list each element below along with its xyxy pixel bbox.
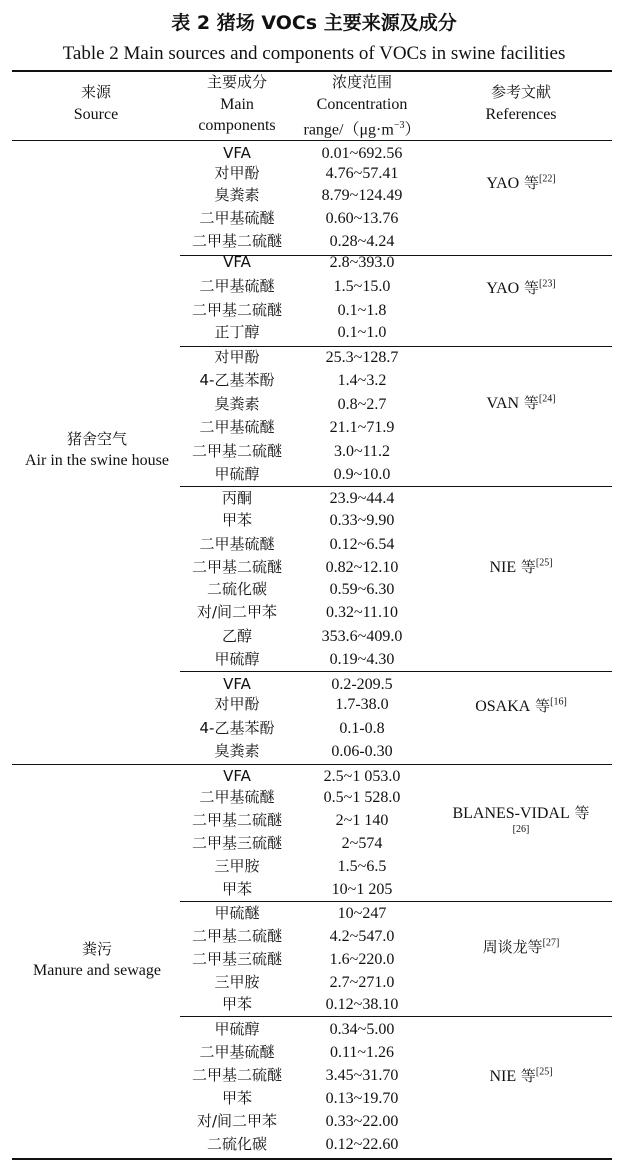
- concentration-cell: 1.4~3.2: [337, 372, 387, 389]
- component-cell: 二硫化碳: [206, 1135, 267, 1153]
- source-air-cn: 猪舍空气: [66, 430, 127, 448]
- concentration-cell: 2~1 140: [335, 812, 389, 829]
- reference-cell: [430, 278, 612, 299]
- reference-number: [22]: [539, 173, 556, 185]
- component-cell: 二甲基二硫醚: [191, 301, 282, 319]
- component-cell: 对甲酚: [214, 348, 260, 366]
- concentration-cell: 0.28~4.24: [329, 233, 395, 250]
- component-cell: 甲苯: [221, 1089, 252, 1107]
- component-cell: 二甲基二硫醚: [191, 811, 282, 829]
- reference-cell: [430, 803, 612, 836]
- reference-author: VAN: [486, 395, 520, 412]
- header-conc-close: ）: [404, 121, 421, 139]
- concentration-cell: 2.8~393.0: [329, 254, 395, 271]
- component-cell: 对/间二甲苯: [196, 603, 278, 621]
- source-manure-cn: 粪污: [81, 940, 112, 958]
- header-ref-cn: 参考文献: [490, 83, 551, 101]
- concentration-cell: 10~247: [337, 905, 387, 922]
- header-references: [430, 82, 612, 125]
- concentration-cell: 0.60~13.76: [325, 210, 399, 227]
- component-cell: 二甲基硫醚: [199, 1043, 275, 1061]
- component-cell: VFA: [223, 767, 251, 785]
- concentration-cell: 2~574: [341, 835, 383, 852]
- concentration-cell: 1.5~15.0: [333, 278, 391, 295]
- concentration-cell: 0.12~38.10: [325, 996, 399, 1013]
- header-components-cn: 主要成分: [206, 73, 267, 91]
- component-cell: 4-乙基苯酚: [199, 719, 275, 737]
- source-air: [12, 428, 182, 472]
- source-manure-en: Manure and sewage: [33, 962, 161, 979]
- reference-cell: [430, 937, 612, 958]
- concentration-cell: 0.82~12.10: [325, 559, 399, 576]
- component-cell: 二甲基三硫醚: [191, 834, 282, 852]
- concentration-cell: 0.2-209.5: [331, 676, 393, 693]
- header-concentration: [290, 72, 434, 141]
- component-cell: 二甲基二硫醚: [191, 442, 282, 460]
- group-divider-rule: [180, 671, 612, 672]
- header-conc-unit: range/（μg·m: [303, 121, 394, 139]
- reference-number: [16]: [550, 696, 567, 708]
- component-cell: 臭粪素: [214, 395, 260, 413]
- component-cell: 甲硫醇: [214, 1020, 260, 1038]
- reference-author: YAO: [486, 175, 520, 192]
- header-source-en: Source: [73, 105, 119, 123]
- component-cell: 二甲基二硫醚: [191, 927, 282, 945]
- concentration-cell: 0.11~1.26: [329, 1044, 395, 1061]
- component-cell: 臭粪素: [214, 742, 260, 760]
- reference-author: NIE: [489, 1068, 517, 1085]
- group-divider-rule: [180, 1016, 612, 1017]
- component-cell: 二硫化碳: [206, 580, 267, 598]
- component-cell: 正丁醇: [214, 323, 260, 341]
- component-cell: 甲苯: [221, 995, 252, 1013]
- reference-suffix: 等: [516, 558, 536, 576]
- component-cell: 三甲胺: [214, 973, 260, 991]
- reference-author: BLANES-VIDAL: [452, 805, 570, 822]
- concentration-cell: 8.79~124.49: [321, 187, 403, 204]
- header-ref-en: References: [485, 105, 557, 123]
- component-cell: 对甲酚: [214, 164, 260, 182]
- component-cell: 二甲基二硫醚: [191, 232, 282, 250]
- concentration-cell: 0.8~2.7: [337, 396, 387, 413]
- header-components-en1: Main: [220, 95, 254, 113]
- component-cell: 二甲基二硫醚: [191, 558, 282, 576]
- concentration-cell: 0.1~1.0: [337, 324, 387, 341]
- concentration-cell: 2.5~1 053.0: [323, 768, 401, 785]
- reference-cell: [430, 1066, 612, 1087]
- table-caption-cn: 表 2 猪场 VOCs 主要来源及成分: [171, 12, 457, 34]
- concentration-cell: 3.45~31.70: [325, 1067, 399, 1084]
- concentration-cell: 1.6~220.0: [329, 951, 395, 968]
- component-cell: 甲硫醇: [214, 465, 260, 483]
- concentration-cell: 2.7~271.0: [329, 974, 395, 991]
- component-cell: 二甲基硫醚: [199, 788, 275, 806]
- concentration-cell: 0.1~1.8: [337, 302, 387, 319]
- header-conc-en1: Concentration: [316, 95, 408, 113]
- reference-suffix: 等: [519, 279, 539, 297]
- component-cell: 甲硫醚: [214, 904, 260, 922]
- concentration-cell: 0.34~5.00: [329, 1021, 395, 1038]
- reference-cell: [430, 393, 612, 414]
- concentration-cell: 4.76~57.41: [325, 165, 399, 182]
- component-cell: 对甲酚: [214, 695, 260, 713]
- concentration-cell: 21.1~71.9: [329, 419, 395, 436]
- component-cell: 甲苯: [221, 880, 252, 898]
- header-source-cn: 来源: [80, 83, 111, 101]
- reference-suffix: 等: [530, 697, 551, 715]
- reference-cell: [430, 173, 612, 194]
- concentration-cell: 0.01~692.56: [321, 145, 403, 162]
- reference-number: [25]: [535, 1066, 553, 1078]
- reference-number: [23]: [539, 278, 556, 290]
- source-manure: [12, 938, 182, 982]
- header-conc-exp: −3: [393, 120, 405, 131]
- reference-author: YAO: [486, 280, 520, 297]
- component-cell: 乙醇: [221, 627, 252, 645]
- component-cell: 二甲基硫醚: [199, 418, 275, 436]
- reference-suffix: 等: [569, 804, 590, 822]
- reference-author: 周谈龙: [482, 938, 528, 956]
- component-cell: 丙酮: [221, 489, 252, 507]
- component-cell: VFA: [223, 675, 251, 693]
- component-cell: 二甲基二硫醚: [191, 1066, 282, 1084]
- table-caption-en: Table 2 Main sources and components of VOCs in swine facilities: [62, 43, 566, 64]
- component-cell: 三甲胺: [214, 857, 260, 875]
- concentration-cell: 23.9~44.4: [329, 490, 395, 507]
- concentration-cell: 1.5~6.5: [337, 858, 387, 875]
- component-cell: 对/间二甲苯: [196, 1112, 278, 1130]
- concentration-cell: 0.1-0.8: [339, 720, 385, 737]
- component-cell: 二甲基硫醚: [199, 277, 275, 295]
- reference-number: [25]: [535, 557, 553, 569]
- concentration-cell: 0.19~4.30: [329, 651, 395, 668]
- reference-number: [26]: [512, 824, 530, 835]
- concentration-cell: 0.33~9.90: [329, 512, 395, 529]
- reference-cell: [430, 557, 612, 578]
- header-components-en2: components: [198, 117, 276, 134]
- reference-suffix: 等: [519, 394, 539, 412]
- reference-suffix: 等: [519, 174, 539, 192]
- header-components: [180, 72, 294, 137]
- header-conc-cn: 浓度范围: [331, 73, 392, 91]
- bottom-rule: [12, 1158, 612, 1160]
- source-air-en: Air in the swine house: [25, 452, 169, 469]
- component-cell: 甲苯: [221, 511, 252, 529]
- component-cell: 二甲基硫醚: [199, 209, 275, 227]
- component-cell: 二甲基三硫醚: [191, 950, 282, 968]
- concentration-cell: 0.59~6.30: [329, 581, 395, 598]
- reference-author: NIE: [489, 559, 517, 576]
- reference-number: [27]: [542, 937, 560, 949]
- concentration-cell: 0.32~11.10: [325, 604, 399, 621]
- component-cell: 臭粪素: [214, 186, 260, 204]
- reference-suffix: 等: [516, 1067, 536, 1085]
- component-cell: VFA: [223, 144, 251, 162]
- reference-author: OSAKA: [475, 698, 531, 715]
- concentration-cell: 353.6~409.0: [321, 628, 403, 645]
- concentration-cell: 3.0~11.2: [333, 443, 391, 460]
- concentration-cell: 4.2~547.0: [329, 928, 395, 945]
- concentration-cell: 0.33~22.00: [325, 1113, 399, 1130]
- concentration-cell: 0.06-0.30: [331, 743, 393, 760]
- header-conc-en2: [290, 115, 434, 141]
- header-source: [12, 82, 180, 125]
- concentration-cell: 0.5~1 528.0: [323, 789, 401, 806]
- concentration-cell: 10~1 205: [331, 881, 393, 898]
- reference-number: [24]: [538, 393, 556, 405]
- component-cell: 4-乙基苯酚: [199, 371, 275, 389]
- concentration-cell: 0.13~19.70: [325, 1090, 399, 1107]
- component-cell: 甲硫醇: [214, 650, 260, 668]
- component-cell: 二甲基硫醚: [199, 535, 275, 553]
- concentration-cell: 0.12~22.60: [325, 1136, 399, 1153]
- concentration-cell: 0.12~6.54: [329, 536, 395, 553]
- concentration-cell: 25.3~128.7: [325, 349, 399, 366]
- component-cell: VFA: [223, 253, 251, 271]
- reference-cell: [430, 696, 612, 717]
- concentration-cell: 0.9~10.0: [333, 466, 391, 483]
- concentration-cell: 1.7-38.0: [335, 696, 389, 713]
- reference-suffix: 等: [527, 938, 543, 956]
